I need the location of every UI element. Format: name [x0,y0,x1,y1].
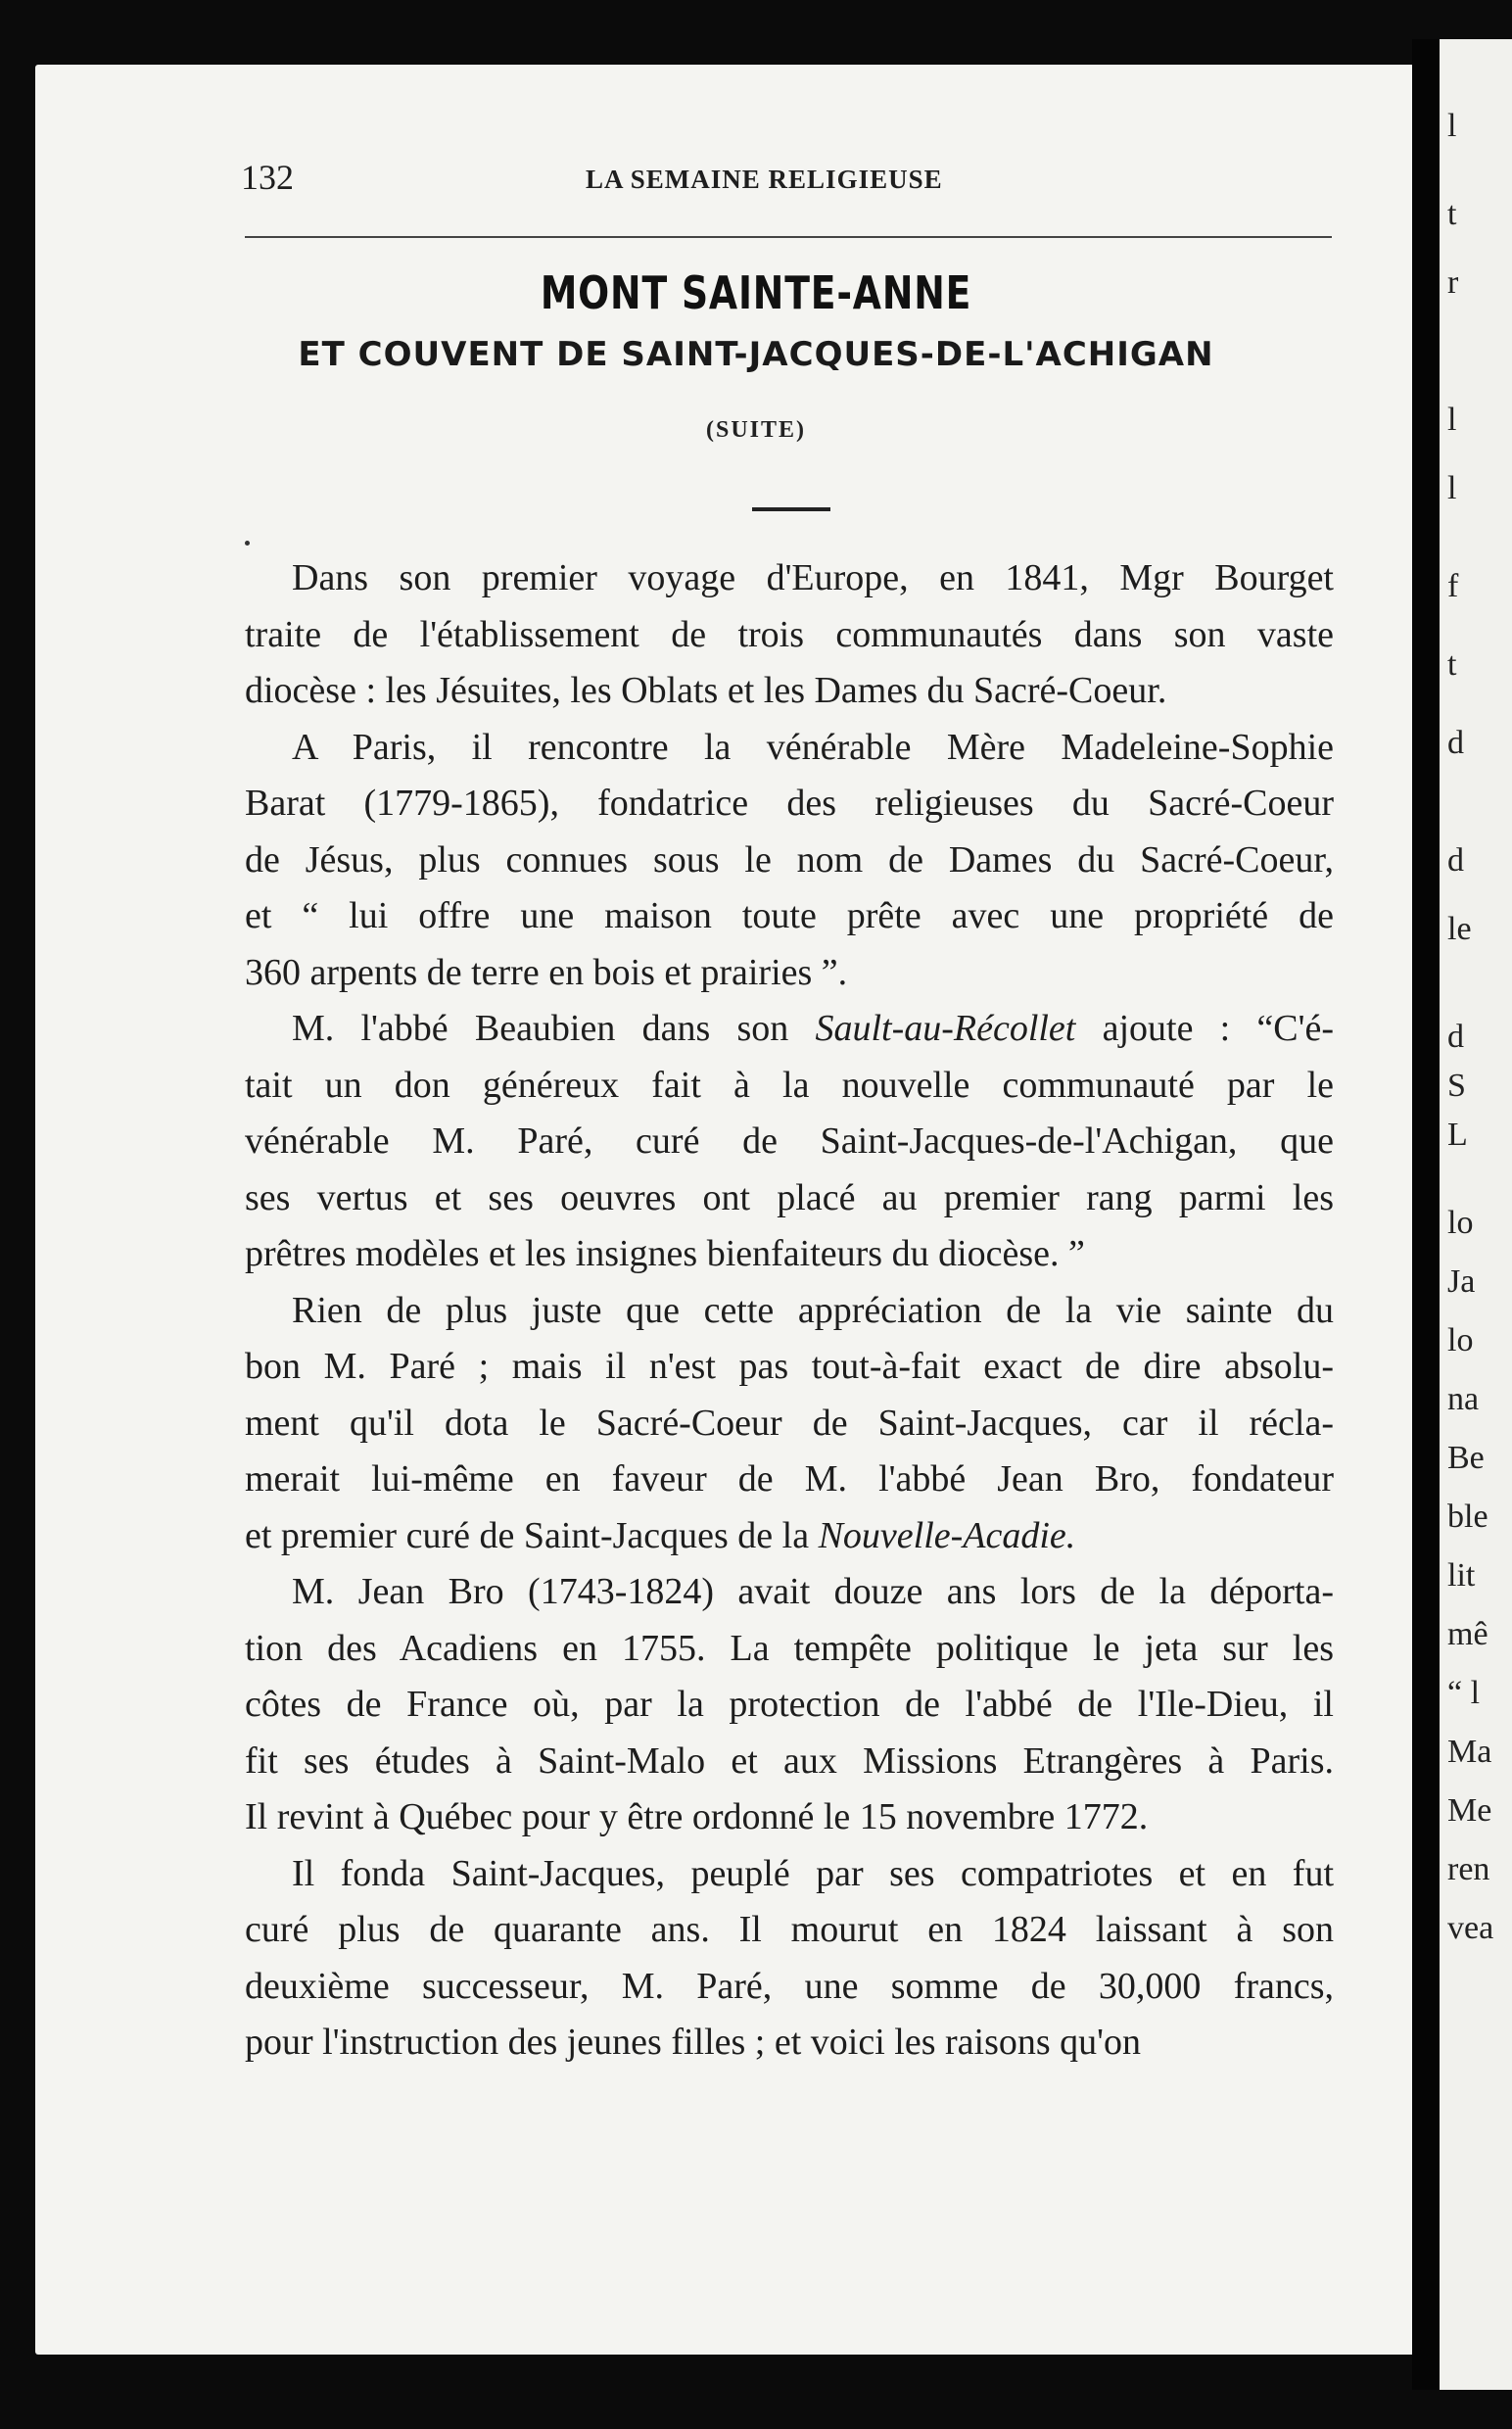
text-line-content: et premier curé de Saint-Jacques de la Nouvelle-Acadie. [245,1514,1076,1556]
text-line [245,1114,1334,1170]
text-line [245,945,1334,1002]
text-line [245,1452,1334,1508]
header-rule [245,236,1332,238]
page-number: 132 [241,158,294,197]
article-body [245,550,1334,2072]
text-line-content: curé plus de quarante ans. Il mourut en 1824 laissant à son [245,1909,1334,1950]
adjacent-page-text-fragment: mê [1447,1616,1488,1652]
text-line-content: pour l'instruction des jeunes filles ; et voici les raisons qu'on [245,2022,1141,2063]
text-line-content: 360 arpents de terre en bois et prairies ”. [245,951,848,993]
text-line-content: bon M. Paré ; mais il n'est pas tout-à-fait exact de dire absolu- [245,1346,1334,1387]
adjacent-page-text-fragment: na [1447,1381,1480,1417]
text-line-content: Dans son premier voyage d'Europe, en 1841, Mgr Bourget [292,557,1334,598]
adjacent-page-text-fragment: l [1447,470,1457,506]
text-line [245,1734,1334,1790]
page-header [206,157,1332,215]
adjacent-page-text-fragment: Be [1447,1440,1485,1476]
text-line-content: diocèse : les Jésuites, les Oblats et les Dames du Sacré-Coeur. [245,670,1167,711]
text-line [245,663,1334,720]
text-line-content: Il fonda Saint-Jacques, peuplé par ses compatriotes et en fut [292,1852,1334,1894]
text-line-content: vénérable M. Paré, curé de Saint-Jacques-de-l'Achigan, que [245,1120,1334,1162]
adjacent-page-text-fragment: t [1447,196,1457,232]
text-line-content: deuxième successeur, M. Paré, une somme de 30,000 francs, [245,1965,1334,2007]
adjacent-page-text-fragment: “ l [1447,1675,1481,1711]
text-line [245,1846,1334,1903]
adjacent-page-text-fragment: lit [1447,1557,1476,1594]
adjacent-page-text-fragment: ren [1447,1851,1490,1887]
adjacent-page-text-fragment: d [1447,725,1464,761]
adjacent-page-text-fragment: Ma [1447,1734,1492,1770]
adjacent-page-text-fragment: ble [1447,1499,1488,1535]
text-line [245,1339,1334,1396]
text-line-content: Barat (1779-1865), fondatrice des religieuses du Sacré-Coeur [245,783,1334,824]
text-line [245,888,1334,945]
adjacent-page-fragment [1440,39,1512,2390]
text-line-content: et “ lui offre une maison toute prête avec une propriété de [245,895,1334,936]
text-line [245,1789,1334,1846]
running-title: LA SEMAINE RELIGIEUSE [586,165,943,194]
adjacent-page-text-fragment: r [1447,264,1459,301]
adjacent-page-text-fragment: lo [1447,1205,1474,1241]
adjacent-page-text-fragment: l [1447,402,1457,438]
text-line [245,2015,1334,2072]
text-line [245,833,1334,889]
text-line-content: Il revint à Québec pour y être ordonné le 15 novembre 1772. [245,1796,1149,1837]
adjacent-page-text-fragment: lo [1447,1322,1474,1358]
text-line [245,1226,1334,1283]
text-line-content: côtes de France où, par la protection de l'abbé de l'Ile-Dieu, il [245,1684,1334,1725]
text-line-content: prêtres modèles et les insignes bienfaiteurs du diocèse. ” [245,1233,1085,1274]
text-line [245,1959,1334,2016]
text-line [245,1058,1334,1115]
adjacent-page-text-fragment: vea [1447,1910,1494,1946]
text-line [245,1902,1334,1959]
text-line [245,1564,1334,1621]
text-line-content: fit ses études à Saint-Malo et aux Missions Etrangères à Paris. [245,1739,1334,1782]
text-line [245,607,1334,664]
text-line [245,720,1334,777]
article-continued-label: (SUITE) [705,417,807,443]
adjacent-page-text-fragment: Me [1447,1792,1492,1829]
adjacent-page-text-fragment: d [1447,1019,1464,1055]
text-line [245,776,1334,833]
text-line [245,1508,1334,1565]
text-line [245,550,1334,607]
text-line [245,1621,1334,1678]
print-speck [245,541,250,546]
adjacent-page-text-fragment: f [1447,568,1459,604]
text-line [245,1170,1334,1227]
adjacent-page-text-fragment: t [1447,646,1457,683]
text-line-content: Rien de plus juste que cette appréciation de la vie sainte du [292,1289,1334,1331]
adjacent-page-text-fragment: Ja [1447,1263,1476,1300]
title-separator-rule [752,507,830,511]
text-line [245,1283,1334,1340]
text-line-content: tion des Acadiens en 1755. La tempête politique le jeta sur les [245,1627,1334,1669]
text-line-content: ment qu'il dota le Sacré-Coeur de Saint-Jacques, car il récla- [245,1402,1334,1444]
text-line-content: de Jésus, plus connues sous le nom de Dames du Sacré-Coeur, [245,838,1334,881]
text-line-content: M. l'abbé Beaubien dans son Sault-au-Récollet ajoute : “C'é- [292,1008,1335,1049]
adjacent-page-text-fragment: le [1447,911,1472,947]
text-line [245,1677,1334,1734]
adjacent-page-text-fragment: l [1447,108,1457,144]
article-title: MONT SAINTE-ANNE [540,266,972,319]
text-line-content: traite de l'établissement de trois communautés dans son vaste [245,613,1334,655]
adjacent-page-text-fragment: d [1447,842,1464,879]
page-gutter [1412,39,1440,2390]
text-line-content: M. Jean Bro (1743-1824) avait douze ans lors de la déporta- [292,1571,1334,1612]
text-line-content: tait un don généreux fait à la nouvelle communauté par le [245,1064,1334,1106]
adjacent-page-text-fragment: L [1447,1117,1468,1153]
adjacent-page-text-fragment: S [1447,1068,1466,1104]
text-line-content: ses vertus et ses oeuvres ont placé au premier rang parmi les [245,1176,1334,1218]
article-subtitle: ET COUVENT DE SAINT-JACQUES-DE-L'ACHIGAN [298,335,1214,374]
text-line [245,1001,1334,1058]
text-line-content: A Paris, il rencontre la vénérable Mère Madeleine-Sophie [292,726,1334,768]
text-line-content: merait lui-même en faveur de M. l'abbé Jean Bro, fondateur [245,1458,1334,1500]
text-line [245,1396,1334,1453]
